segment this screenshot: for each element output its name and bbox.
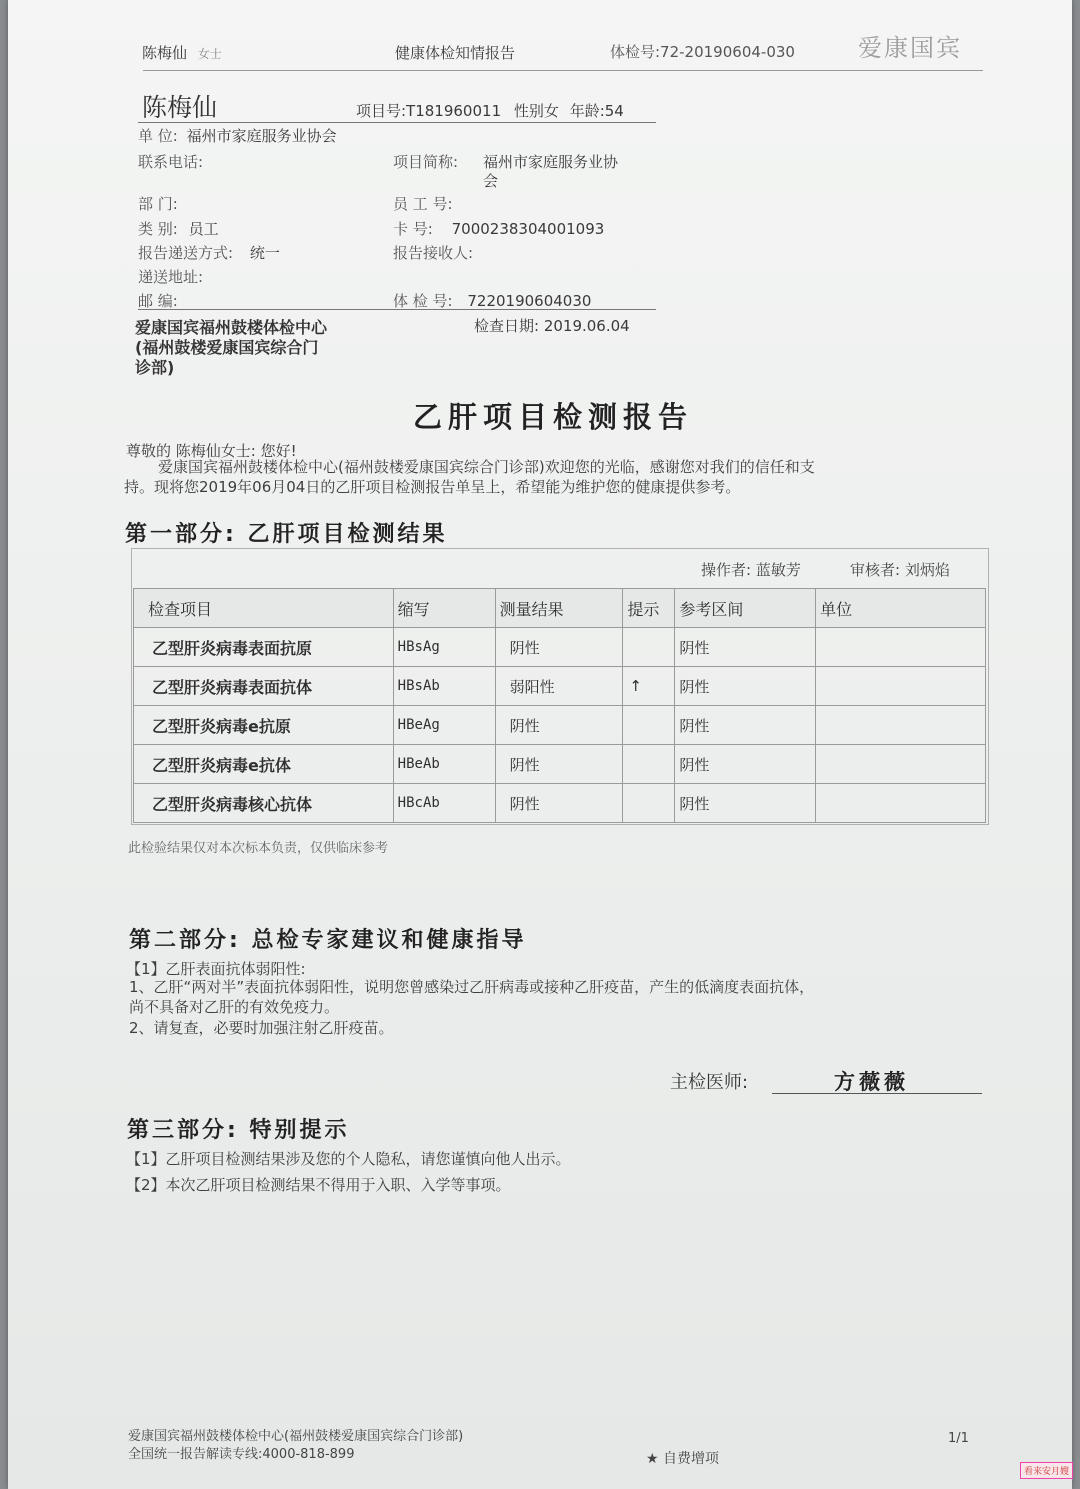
row-ref: 阴性 xyxy=(675,745,816,784)
advice-line-1: 【1】乙肝表面抗体弱阳性: xyxy=(126,960,306,978)
row-hint xyxy=(623,628,675,667)
signature-line xyxy=(772,1093,982,1094)
row-unit xyxy=(816,706,986,745)
unit-value: 福州市家庭服务业协会 xyxy=(186,127,337,145)
tip-line-2: 【2】本次乙肝项目检测结果不得用于入职、入学等事项。 xyxy=(126,1176,511,1194)
results-table xyxy=(133,588,986,823)
row-item: 乙型肝炎病毒e抗原 xyxy=(134,706,394,745)
gender: 性别女 xyxy=(513,102,559,120)
card-key: 卡 号: xyxy=(393,220,433,238)
row-abbr: HBcAb xyxy=(393,784,495,823)
delivery-row xyxy=(138,242,280,263)
exam-no-row xyxy=(393,290,591,311)
card-value: 7000238304001093 xyxy=(451,220,605,238)
col-ref: 参考区间 xyxy=(675,589,816,628)
advice-line-2: 1、乙肝“两对半”表面抗体弱阳性，说明您曾感染过乙肝病毒或接种乙肝疫苗，产生的低滴度表面抗体， xyxy=(129,978,815,996)
table-row xyxy=(134,628,986,667)
row-item: 乙型肝炎病毒e抗体 xyxy=(134,745,394,784)
row-item: 乙型肝炎病毒表面抗体 xyxy=(134,667,394,706)
patient-underline xyxy=(138,122,656,123)
row-result: 阴性 xyxy=(495,745,623,784)
table-row xyxy=(134,667,986,706)
row-item: 乙型肝炎病毒表面抗原 xyxy=(134,628,394,667)
proj-short-value-1: 福州市家庭服务业协 xyxy=(483,153,619,171)
unit-key: 单 位: xyxy=(138,127,178,145)
results-header-row xyxy=(134,589,986,628)
project-no: 项目号:T181960011 xyxy=(356,102,502,120)
row-unit xyxy=(816,745,986,784)
emp-no-key: 员 工 号: xyxy=(393,195,453,213)
row-abbr: HBsAg xyxy=(393,628,495,667)
row-unit xyxy=(816,784,986,823)
page-number: 1/1 xyxy=(948,1431,969,1446)
report-title: 乙肝项目检测报告 xyxy=(413,400,694,434)
center-line-3: 诊部) xyxy=(135,358,175,377)
row-hint: ↑ xyxy=(623,667,675,706)
zip-key: 邮 编: xyxy=(138,292,178,310)
footer-line-2: 全国统一报告解读专线:4000-818-899 xyxy=(128,1447,355,1462)
header-divider xyxy=(143,70,983,71)
row-ref: 阴性 xyxy=(675,667,816,706)
greeting: 尊敬的 陈梅仙女士: 您好! xyxy=(126,442,297,460)
intro-line-2: 持。现将您2019年06月04日的乙肝项目检测报告单呈上，希望能为维护您的健康提供参考。 xyxy=(124,478,741,496)
doctor-label: 主检医师: xyxy=(670,1072,749,1093)
row-result: 弱阳性 xyxy=(495,667,623,706)
header-report-type: 健康体检知情报告 xyxy=(395,44,516,62)
col-hint: 提示 xyxy=(623,589,675,628)
row-hint xyxy=(623,784,675,823)
exam-no-value: 7220190604030 xyxy=(467,292,592,310)
delivery-value: 统一 xyxy=(249,244,280,262)
dept-key: 部 门: xyxy=(138,195,178,213)
row-abbr: HBeAg xyxy=(393,706,495,745)
category-key: 类 别: xyxy=(138,220,178,238)
patient-meta xyxy=(356,100,624,121)
footer-line-1: 爱康国宾福州鼓楼体检中心(福州鼓楼爱康国宾综合门诊部) xyxy=(128,1429,464,1444)
row-ref: 阴性 xyxy=(675,706,816,745)
section1-title: 第一部分: 乙肝项目检测结果 xyxy=(125,522,448,547)
report-paper xyxy=(8,0,1072,1489)
check-date: 检查日期: 2019.06.04 xyxy=(474,317,630,335)
header-patient-name: 陈梅仙 xyxy=(142,44,188,62)
reviewer: 审核者: 刘炳焰 xyxy=(850,561,950,579)
patient-name: 陈梅仙 xyxy=(142,93,218,122)
watermark: 看来安月嫂 xyxy=(1020,1462,1073,1479)
unit-row xyxy=(138,125,337,146)
row-result: 阴性 xyxy=(495,628,623,667)
table-row xyxy=(134,706,986,745)
header-patient-title: 女士 xyxy=(197,47,222,61)
center-line-1: 爱康国宾福州鼓楼体检中心 xyxy=(135,318,328,337)
row-result: 阴性 xyxy=(495,706,623,745)
table-row xyxy=(134,784,986,823)
center-line-2: (福州鼓楼爱康国宾综合门 xyxy=(135,338,319,357)
brand-logo: 爱康国宾 xyxy=(858,34,962,62)
doctor-signature: 方薇薇 xyxy=(834,1069,909,1094)
row-hint xyxy=(623,745,675,784)
row-result: 阴性 xyxy=(495,784,623,823)
row-abbr: HBsAb xyxy=(393,667,495,706)
header-exam-no: 体检号:72-20190604-030 xyxy=(610,43,795,61)
exam-no-key: 体 检 号: xyxy=(393,292,453,310)
receiver-key: 报告接收人: xyxy=(393,244,474,262)
row-unit xyxy=(816,667,986,706)
proj-short-value-2: 会 xyxy=(483,172,499,190)
proj-short-key: 项目简称: xyxy=(393,153,459,171)
advice-line-4: 2、请复查，必要时加强注射乙肝疫苗。 xyxy=(129,1019,394,1037)
row-ref: 阴性 xyxy=(675,784,816,823)
header-patient xyxy=(142,42,222,63)
table-row xyxy=(134,745,986,784)
card-row xyxy=(393,218,604,239)
col-result: 测量结果 xyxy=(495,589,623,628)
phone-key: 联系电话: xyxy=(138,153,204,171)
category-row xyxy=(138,218,219,239)
col-abbr: 缩写 xyxy=(393,589,495,628)
row-hint xyxy=(623,706,675,745)
section2-title: 第二部分: 总检专家建议和健康指导 xyxy=(129,928,527,953)
tip-line-1: 【1】乙肝项目检测结果涉及您的个人隐私，请您谨慎向他人出示。 xyxy=(126,1150,571,1168)
operator: 操作者: 蓝敏芳 xyxy=(701,561,801,579)
row-ref: 阴性 xyxy=(675,628,816,667)
category-value: 员工 xyxy=(188,220,219,238)
intro-line-1: 爱康国宾福州鼓楼体检中心(福州鼓楼爱康国宾综合门诊部)欢迎您的光临，感谢您对我们的信任和支 xyxy=(158,458,815,476)
delivery-key: 报告递送方式: xyxy=(138,244,234,262)
section3-title: 第三部分: 特别提示 xyxy=(127,1118,350,1143)
self-pay-legend: ★ 自费增项 xyxy=(646,1451,720,1467)
address-key: 递送地址: xyxy=(138,268,204,286)
col-item: 检查项目 xyxy=(134,589,394,628)
col-unit: 单位 xyxy=(816,589,986,628)
age: 年龄:54 xyxy=(569,102,624,120)
row-unit xyxy=(816,628,986,667)
results-note: 此检验结果仅对本次标本负责，仅供临床参考 xyxy=(128,841,389,856)
row-abbr: HBeAb xyxy=(393,745,495,784)
advice-line-3: 尚不具备对乙肝的有效免疫力。 xyxy=(129,998,340,1016)
fields-underline xyxy=(138,309,656,310)
row-item: 乙型肝炎病毒核心抗体 xyxy=(134,784,394,823)
